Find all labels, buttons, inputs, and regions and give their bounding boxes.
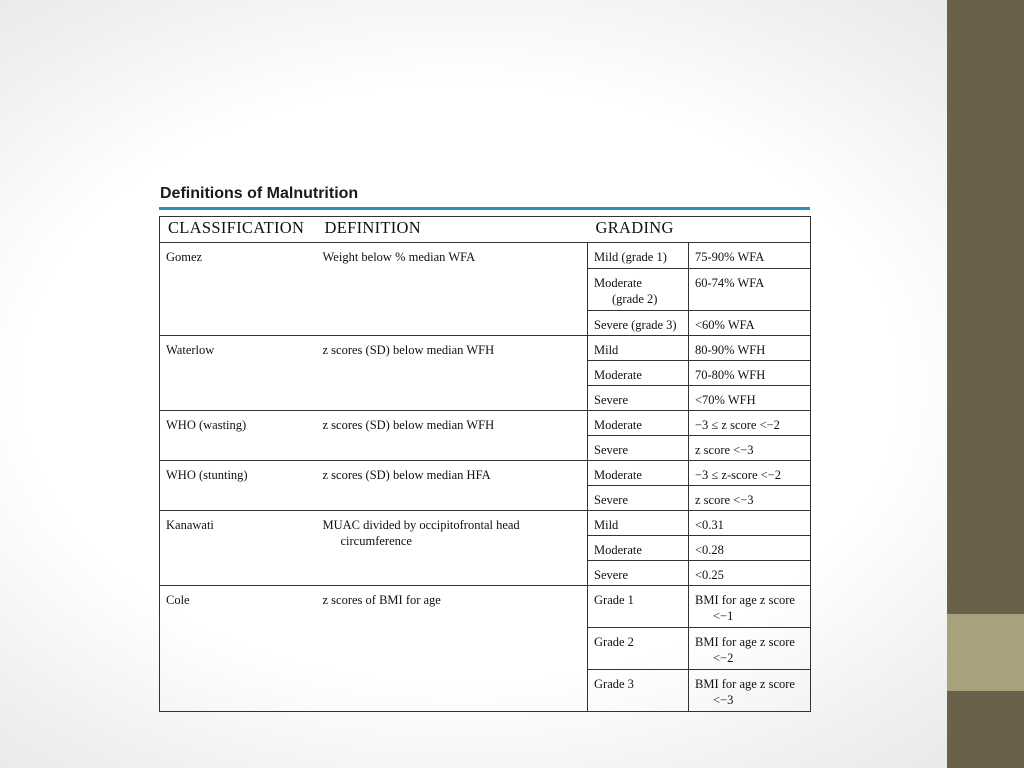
grade-cell bbox=[588, 361, 689, 386]
criterion-text-continued: <−3 bbox=[713, 693, 734, 707]
definition-text-continued: circumference bbox=[340, 534, 412, 548]
criterion-text: 70-80% WFH bbox=[695, 368, 766, 382]
grade-text: Severe (grade 3) bbox=[594, 318, 677, 332]
title-underline bbox=[159, 207, 810, 210]
grade-cell bbox=[588, 269, 689, 311]
criterion-text: 75-90% WFA bbox=[695, 250, 765, 264]
criterion-text: <60% WFA bbox=[695, 318, 755, 332]
criterion-cell bbox=[689, 386, 811, 411]
definition-cell bbox=[317, 461, 588, 511]
criterion-cell bbox=[689, 536, 811, 561]
header-grading: GRADING bbox=[588, 217, 811, 243]
criterion-text: <0.31 bbox=[695, 518, 724, 532]
criterion-cell bbox=[689, 243, 811, 269]
grade-text: Moderate bbox=[594, 468, 642, 482]
grade-text: Severe bbox=[594, 568, 629, 582]
criterion-cell bbox=[689, 670, 811, 712]
classification-cell: WHO (stunting) bbox=[160, 461, 317, 511]
classification-cell: Gomez bbox=[160, 243, 317, 336]
criterion-text: −3 ≤ z score <−2 bbox=[695, 418, 780, 432]
grade-text: Severe bbox=[594, 443, 629, 457]
criterion-cell bbox=[689, 486, 811, 511]
grade-text: Severe bbox=[594, 393, 629, 407]
definition-text: z scores of BMI for age bbox=[322, 593, 441, 607]
classification-cell: Cole bbox=[160, 586, 317, 712]
criterion-text: −3 ≤ z-score <−2 bbox=[695, 468, 781, 482]
criterion-text: <0.25 bbox=[695, 568, 724, 582]
grade-text-continued: (grade 2) bbox=[612, 292, 658, 306]
criterion-text: z score <−3 bbox=[695, 443, 754, 457]
criterion-text: 80-90% WFH bbox=[695, 343, 766, 357]
grade-cell bbox=[588, 461, 689, 486]
sidebar-accent-block bbox=[947, 614, 1024, 691]
grade-cell bbox=[588, 670, 689, 712]
criterion-cell bbox=[689, 336, 811, 361]
grade-cell bbox=[588, 436, 689, 461]
grade-cell bbox=[588, 536, 689, 561]
table-row bbox=[160, 336, 811, 361]
header-classification: CLASSIFICATION bbox=[160, 217, 317, 243]
criterion-cell bbox=[689, 628, 811, 670]
criterion-text: BMI for age z score bbox=[695, 593, 795, 607]
table-row bbox=[160, 586, 811, 628]
definition-text: z scores (SD) below median WFH bbox=[322, 343, 495, 357]
definition-text: MUAC divided by occipitofrontal head bbox=[322, 518, 520, 532]
grade-text: Moderate bbox=[594, 368, 642, 382]
grade-cell bbox=[588, 336, 689, 361]
criterion-cell bbox=[689, 461, 811, 486]
grade-text: Moderate bbox=[594, 543, 642, 557]
grade-text: Mild (grade 1) bbox=[594, 250, 667, 264]
grade-text: Moderate bbox=[594, 276, 642, 290]
definition-cell bbox=[317, 336, 588, 411]
classification-cell: Waterlow bbox=[160, 336, 317, 411]
grade-cell bbox=[588, 411, 689, 436]
criterion-text-continued: <−1 bbox=[713, 609, 734, 623]
grade-cell bbox=[588, 561, 689, 586]
definition-cell bbox=[317, 411, 588, 461]
definition-cell bbox=[317, 511, 588, 586]
criterion-text-continued: <−2 bbox=[713, 651, 734, 665]
grade-text: Grade 1 bbox=[594, 593, 634, 607]
grade-cell bbox=[588, 628, 689, 670]
criterion-cell bbox=[689, 511, 811, 536]
criterion-cell bbox=[689, 361, 811, 386]
figure-title: Definitions of Malnutrition bbox=[160, 185, 359, 202]
grade-text: Mild bbox=[594, 518, 619, 532]
criterion-text: 60-74% WFA bbox=[695, 276, 765, 290]
definition-text: Weight below % median WFA bbox=[322, 250, 476, 264]
criterion-text: BMI for age z score bbox=[695, 677, 795, 691]
classification-cell: Kanawati bbox=[160, 511, 317, 586]
table-row bbox=[160, 243, 811, 269]
criterion-text: <0.28 bbox=[695, 543, 724, 557]
grade-text: Mild bbox=[594, 343, 619, 357]
grade-cell bbox=[588, 586, 689, 628]
grade-cell bbox=[588, 243, 689, 269]
criterion-text: <70% WFH bbox=[695, 393, 756, 407]
malnutrition-definitions-table bbox=[159, 216, 811, 712]
definition-text: z scores (SD) below median HFA bbox=[322, 468, 491, 482]
grade-text: Grade 2 bbox=[594, 635, 634, 649]
grade-cell bbox=[588, 311, 689, 336]
definition-cell bbox=[317, 586, 588, 712]
criterion-cell bbox=[689, 269, 811, 311]
header-definition: DEFINITION bbox=[317, 217, 588, 243]
grade-text: Severe bbox=[594, 493, 629, 507]
criterion-cell bbox=[689, 311, 811, 336]
grade-cell bbox=[588, 486, 689, 511]
definition-cell bbox=[317, 243, 588, 336]
criterion-cell bbox=[689, 436, 811, 461]
classification-cell: WHO (wasting) bbox=[160, 411, 317, 461]
table-row bbox=[160, 411, 811, 436]
grade-text: Grade 3 bbox=[594, 677, 634, 691]
criterion-text: z score <−3 bbox=[695, 493, 754, 507]
grade-cell bbox=[588, 511, 689, 536]
criterion-cell bbox=[689, 411, 811, 436]
definition-text: z scores (SD) below median WFH bbox=[322, 418, 495, 432]
table-row bbox=[160, 461, 811, 486]
criterion-text: BMI for age z score bbox=[695, 635, 795, 649]
criterion-cell bbox=[689, 586, 811, 628]
criterion-cell bbox=[689, 561, 811, 586]
grade-text: Moderate bbox=[594, 418, 642, 432]
table-row bbox=[160, 511, 811, 536]
grade-cell bbox=[588, 386, 689, 411]
table-header-row bbox=[160, 217, 811, 243]
